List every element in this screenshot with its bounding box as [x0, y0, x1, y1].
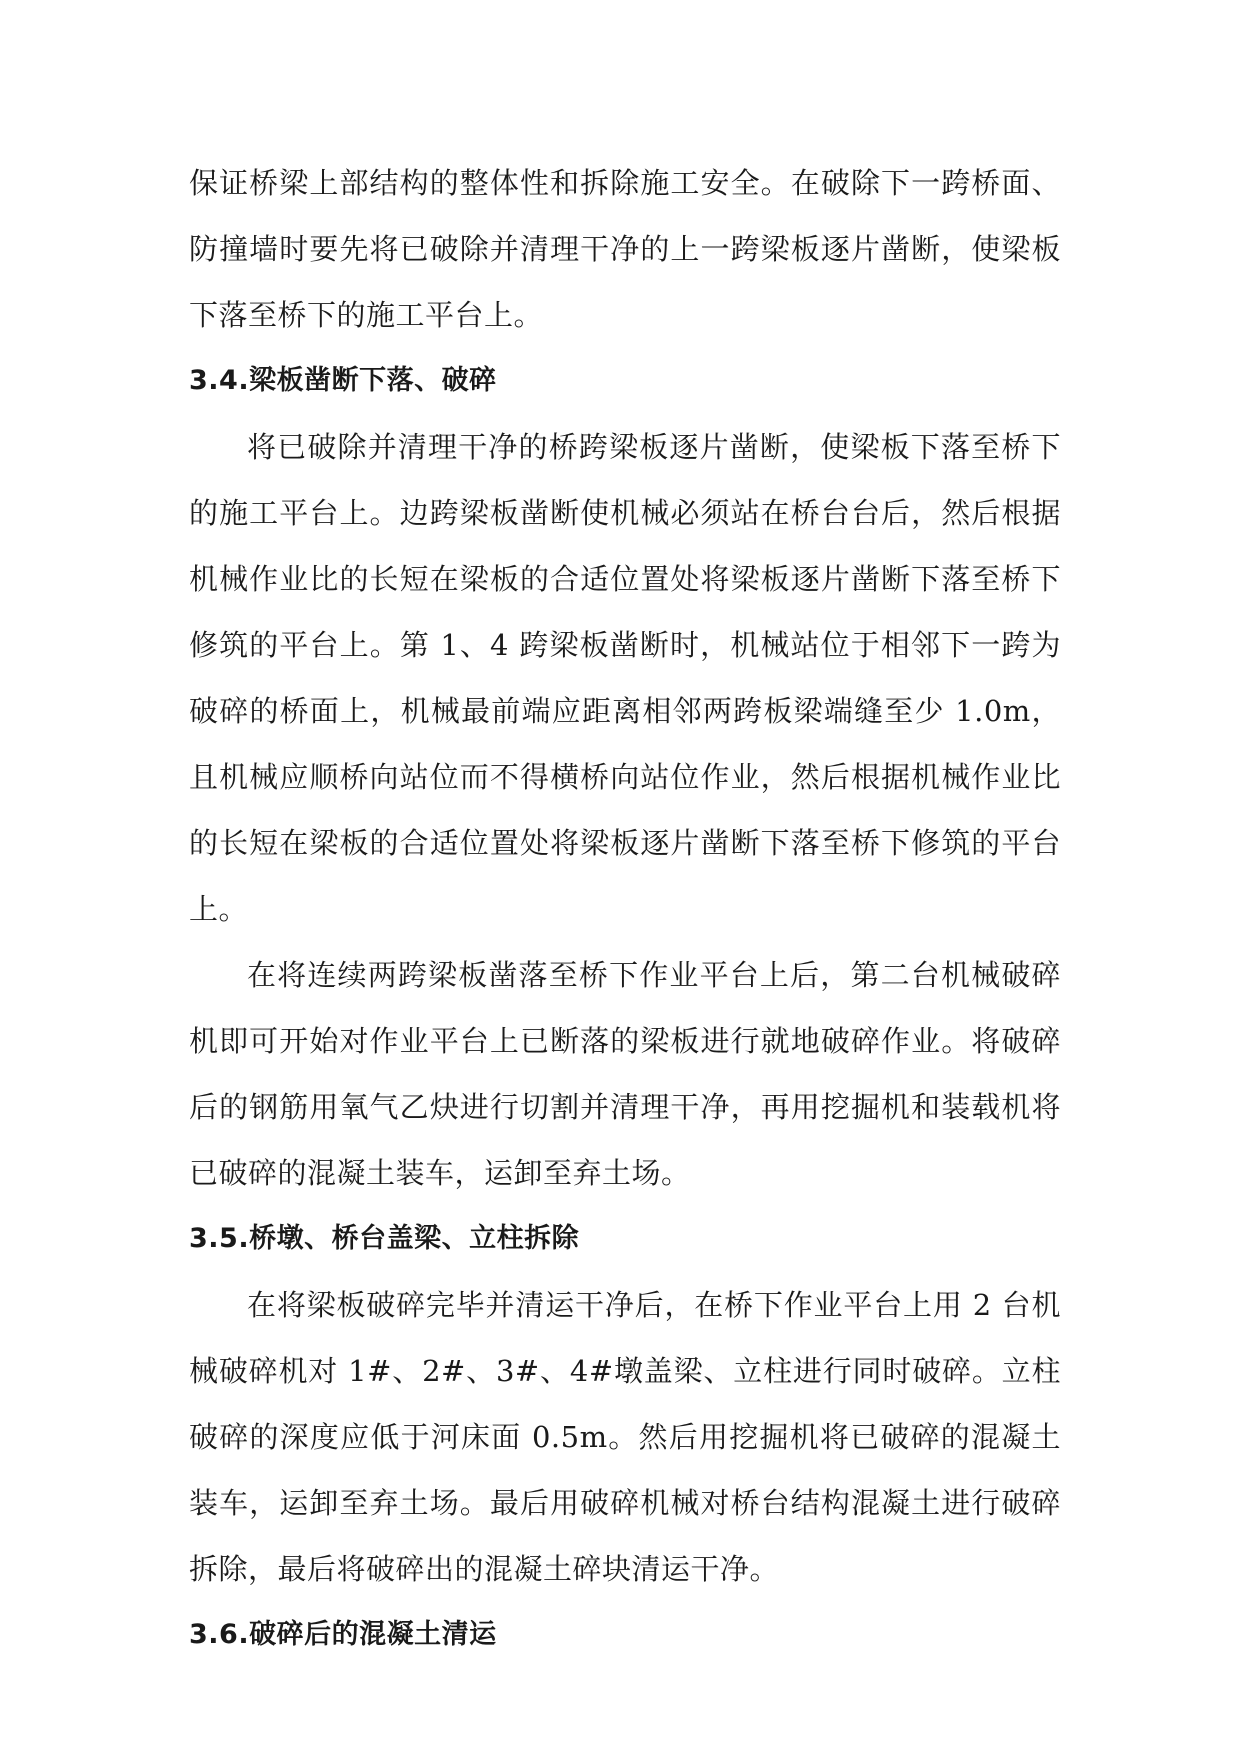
section-heading-3-5: 3.5.桥墩、桥台盖梁、立柱拆除 — [189, 1223, 580, 1254]
paragraph-beam-cutting: 将已破除并清理干净的桥跨梁板逐片凿断，使梁板下落至桥下的施工平台上。边跨梁板凿断使机械必须站在桥台台后，然后根据机械作业比的长短在梁板的合适位置处将梁板逐片凿断下落至桥下修筑的平台上。第 1、4 跨梁板凿断时，机械站位于相邻下一跨为破碎的桥面上，机械最前端应距离相邻两跨板梁端缝至少 1.0m，且机械应顺桥向站位而不得横桥向站位作业，然后根据机械作业比的长短在梁板的合适位置处将梁板逐片凿断下落至桥下修筑的平台上。 — [189, 430, 1061, 926]
paragraph-continuation: 保证桥梁上部结构的整体性和拆除施工安全。在破除下一跨桥面、防撞墙时要先将已破除并清理干净的上一跨梁板逐片凿断，使梁板下落至桥下的施工平台上。 — [189, 166, 1061, 332]
document-page — [189, 150, 1061, 1668]
paragraph-pier-removal: 在将梁板破碎完毕并清运干净后，在桥下作业平台上用 2 台机械破碎机对 1#、2#、3#、4#墩盖梁、立柱进行同时破碎。立柱破碎的深度应低于河床面 0.5m。然后用挖掘机将已破碎的混凝土装车，运卸至弃土场。最后用破碎机械对桥台结构混凝土进行破碎拆除，最后将破碎出的混凝土碎块清运干净。 — [189, 1288, 1061, 1586]
paragraph-beam-crushing: 在将连续两跨梁板凿落至桥下作业平台上后，第二台机械破碎机即可开始对作业平台上已断落的梁板进行就地破碎作业。将破碎后的钢筋用氧气乙炔进行切割并清理干净，再用挖掘机和装载机将已破碎的混凝土装车，运卸至弃土场。 — [189, 958, 1061, 1190]
section-heading-3-4: 3.4.梁板凿断下落、破碎 — [189, 365, 497, 396]
section-heading-3-6: 3.6.破碎后的混凝土清运 — [189, 1619, 497, 1650]
